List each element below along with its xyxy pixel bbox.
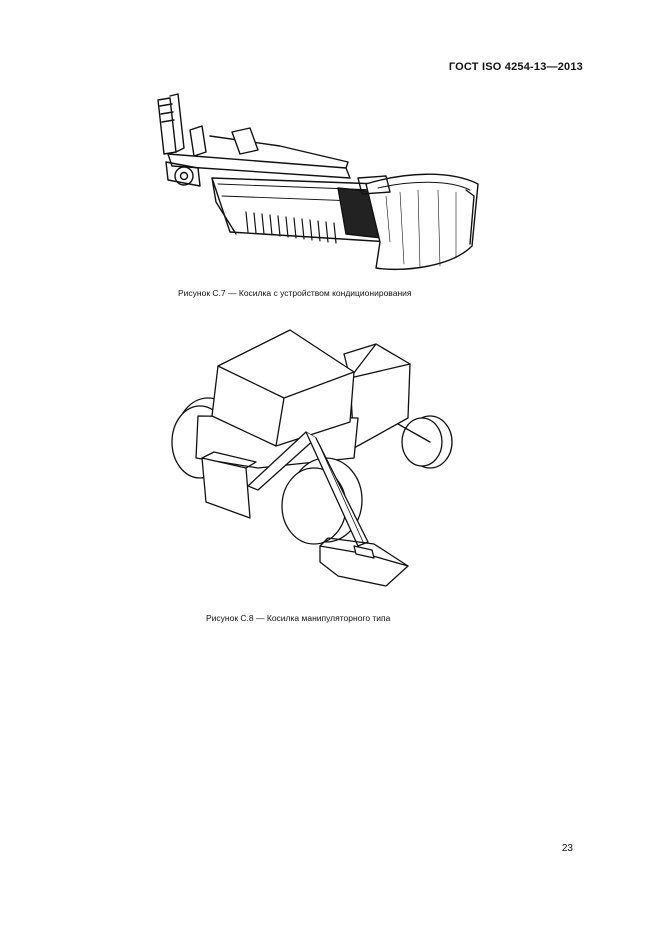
figure-c8: [168, 318, 468, 588]
figure-c8-caption: Рисунок С.8 — Косилка манипуляторного типа: [206, 613, 391, 623]
figure-c7: [150, 92, 490, 280]
standard-header: ГОСТ ISO 4254-13—2013: [448, 61, 583, 73]
manipulator-mower-drawing-icon: [168, 318, 468, 588]
mower-conditioner-drawing-icon: [150, 92, 490, 280]
figure-c7-caption: Рисунок С.7 — Косилка с устройством кондиционирования: [178, 288, 412, 298]
page-number: 23: [561, 843, 573, 854]
